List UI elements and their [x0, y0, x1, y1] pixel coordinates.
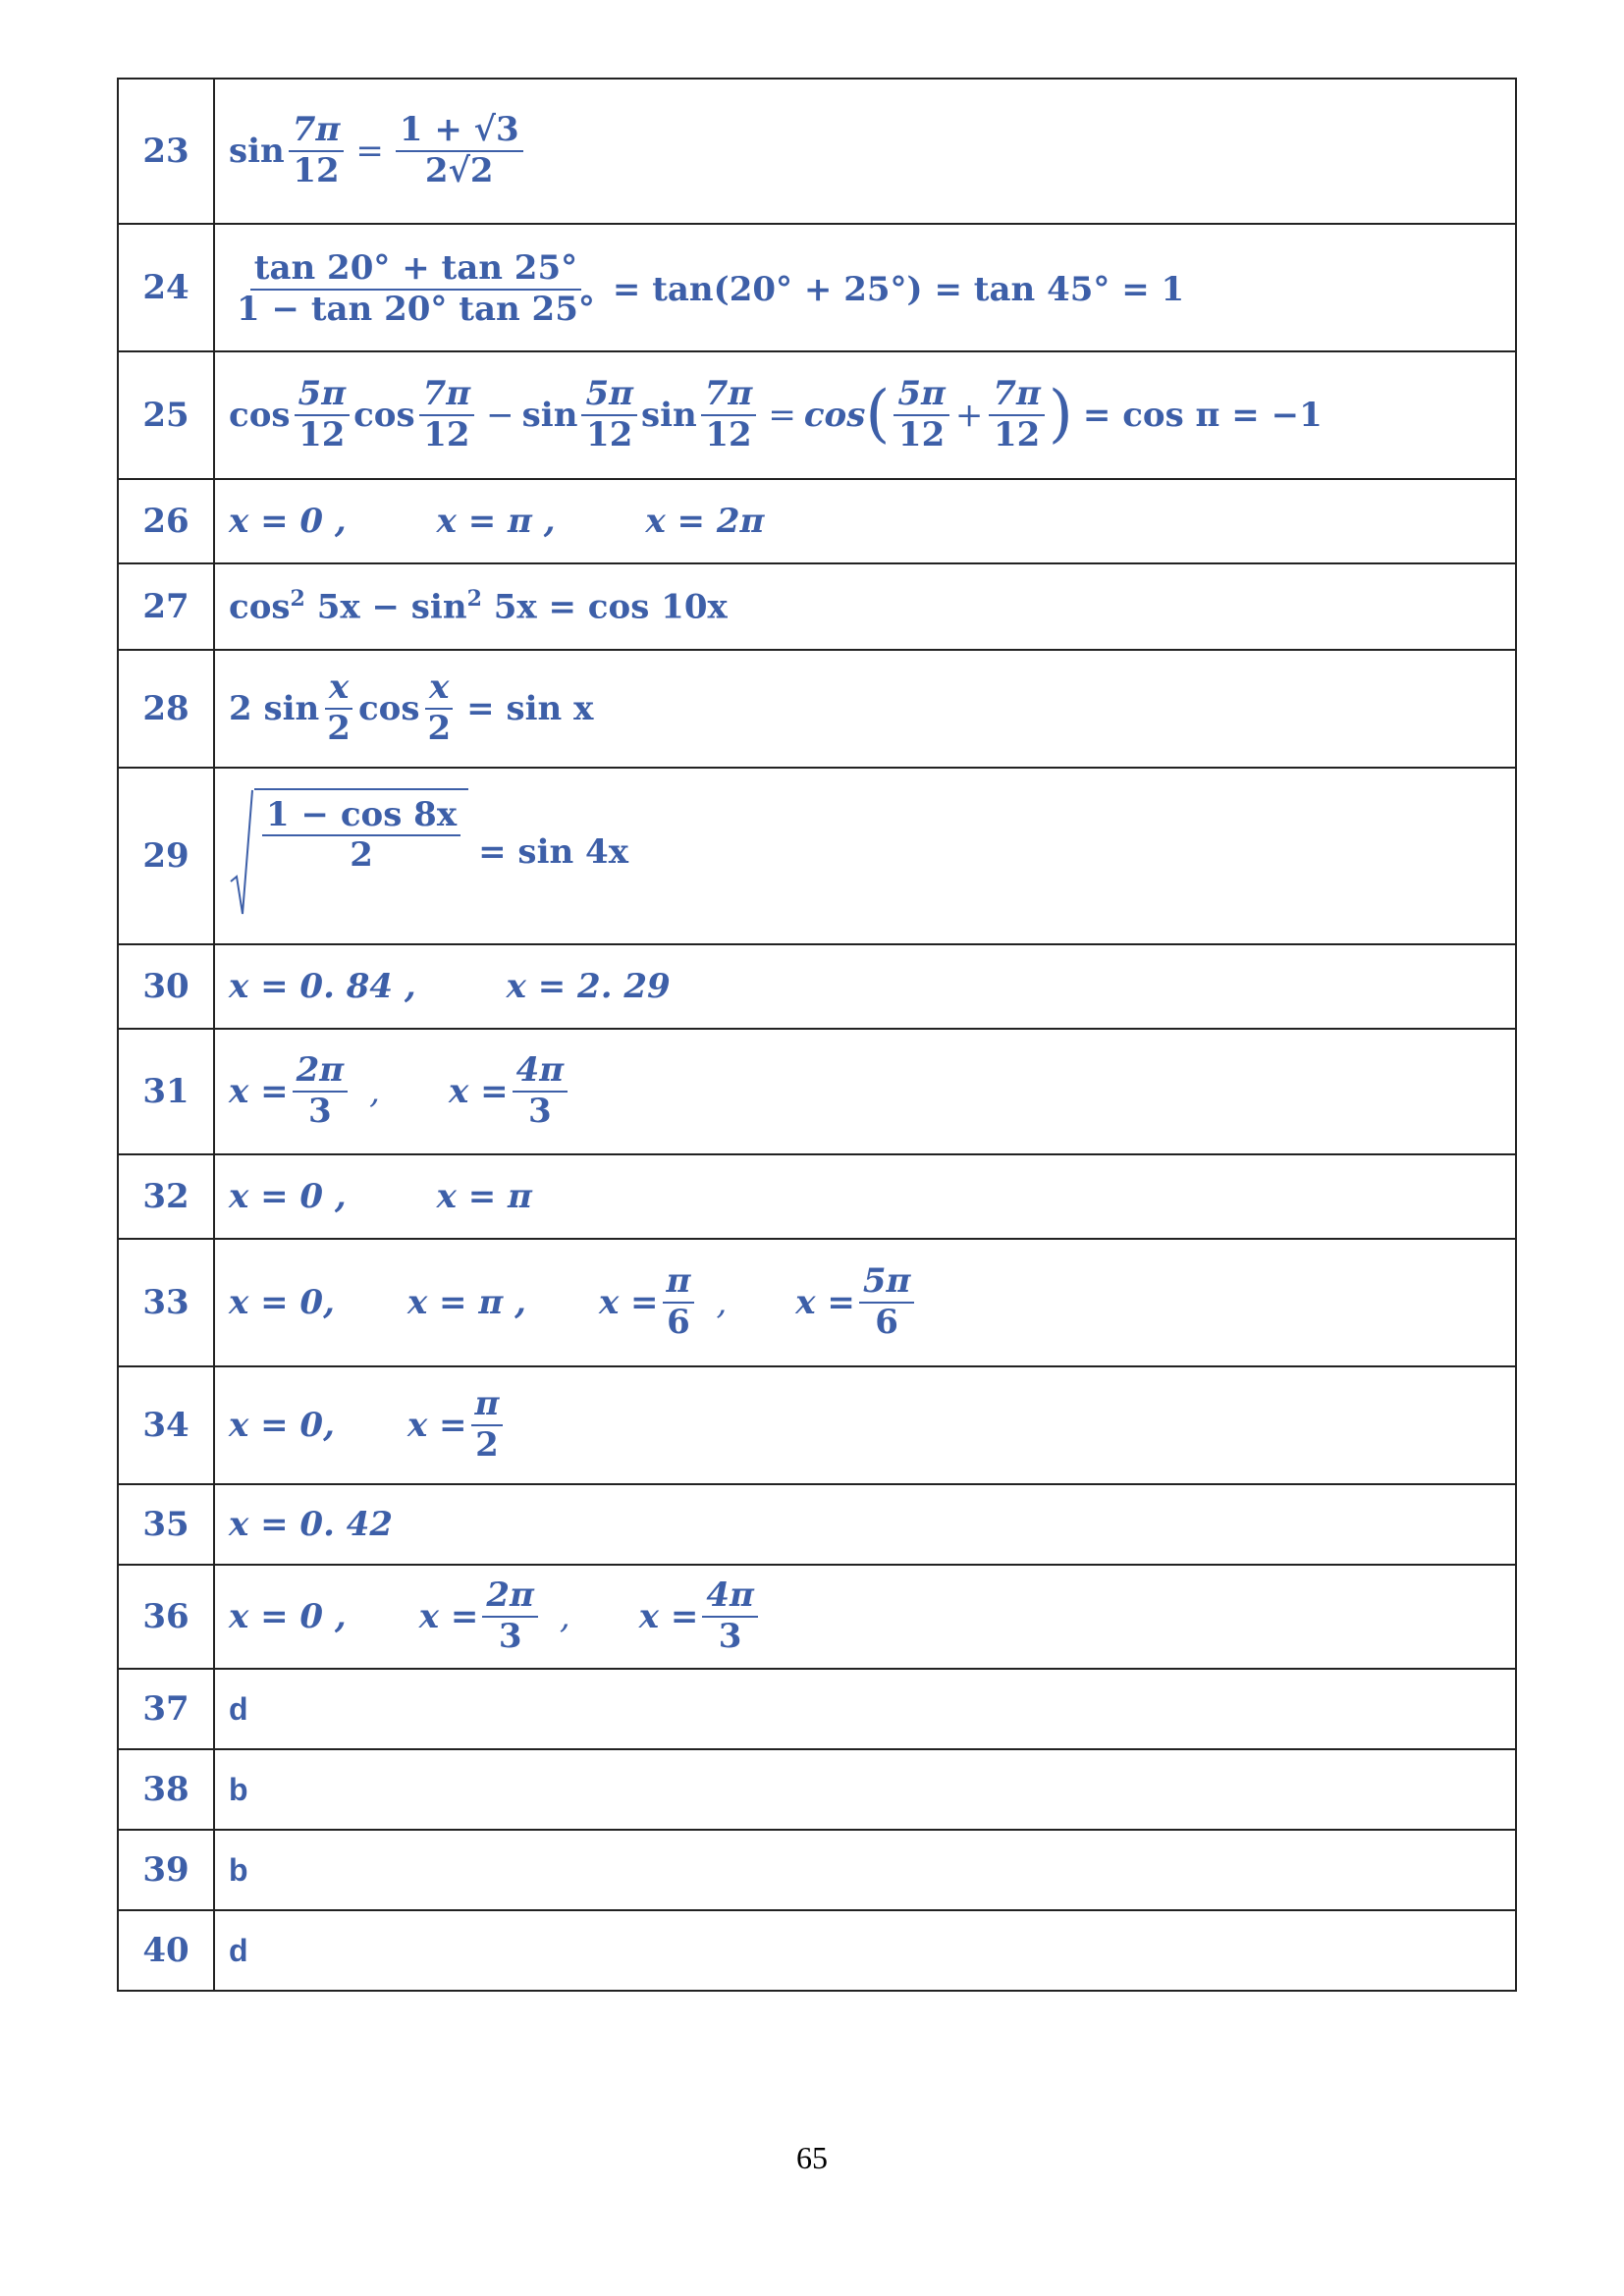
- answer-cell: x = 0, x = π , x = $\frac{\pi}{6}$ , x = $\frac{5\pi}{6}$: [214, 1239, 1516, 1366]
- row-number: 37: [118, 1669, 214, 1749]
- table-row: [118, 563, 1516, 650]
- page-number: 65: [796, 2140, 828, 2175]
- table-row: [118, 1366, 1516, 1484]
- table-row: [118, 351, 1516, 479]
- table-row: [118, 1484, 1516, 1565]
- answer-cell: d: [214, 1669, 1516, 1749]
- row-number: 39: [118, 1830, 214, 1910]
- row-number: 29: [118, 768, 214, 944]
- row-number: 33: [118, 1239, 214, 1366]
- row-number: 32: [118, 1154, 214, 1239]
- table-row: [118, 1910, 1516, 1991]
- answer-cell: b: [214, 1830, 1516, 1910]
- answer-cell: d: [214, 1910, 1516, 1991]
- table-row: [118, 224, 1516, 351]
- row-number: 25: [118, 351, 214, 479]
- answer-cell: cos 5π 12 cos 7π 12 − sin 5π 12 sin $\frac{7\pi}{12}$ = cos ( 5π 12 + $\frac{7\pi}{12}$ ) = cos π = −1: [214, 351, 1516, 479]
- answer-cell: x = 0 , x = $\frac{2\pi}{3}$ , x = $\frac{4\pi}{3}$: [214, 1565, 1516, 1669]
- table-row: [118, 1669, 1516, 1749]
- answer-cell: x = 0 , x = π , x = 2π: [214, 479, 1516, 563]
- row-number: 24: [118, 224, 214, 351]
- fraction: $\frac{7\pi}{12}$: [289, 113, 345, 188]
- table-row: [118, 944, 1516, 1029]
- row-number: 35: [118, 1484, 214, 1565]
- answer-cell: 2 sin x 2 cos $\frac{x}{2}$ = sin x: [214, 650, 1516, 768]
- row-number: 23: [118, 79, 214, 224]
- row-number: 26: [118, 479, 214, 563]
- equation-text: = tan(20° + 25°) = tan 45° = 1: [612, 269, 1185, 309]
- fraction: $\frac{1 + √3}{2√2}$: [396, 113, 523, 188]
- row-number: 27: [118, 563, 214, 650]
- row-number: 40: [118, 1910, 214, 1991]
- answer-cell: x = $\frac{2\pi}{3}$ , x = $\frac{4\pi}{3}$: [214, 1029, 1516, 1154]
- answer-cell: 1 − cos 8x 2 = sin 4x: [214, 768, 1516, 944]
- answers-table: [117, 78, 1517, 1992]
- table-row: [118, 479, 1516, 563]
- row-number: 30: [118, 944, 214, 1029]
- answer-cell: x = 0. 42: [214, 1484, 1516, 1565]
- answer-cell: b: [214, 1749, 1516, 1830]
- row-number: 31: [118, 1029, 214, 1154]
- table-row: [118, 1029, 1516, 1154]
- table-row: [118, 1830, 1516, 1910]
- row-number: 28: [118, 650, 214, 768]
- row-number: 36: [118, 1565, 214, 1669]
- table-row: [118, 1565, 1516, 1669]
- answer-cell: x = 0 , x = π: [214, 1154, 1516, 1239]
- answer-cell: x = 0, x = $\frac{\pi}{2}$: [214, 1366, 1516, 1484]
- table-row: [118, 650, 1516, 768]
- row-number: 34: [118, 1366, 214, 1484]
- table-row: [118, 79, 1516, 224]
- table-row: [118, 1154, 1516, 1239]
- answer-cell: [214, 224, 1516, 351]
- sin-text: sin: [229, 132, 285, 171]
- table-row: [118, 768, 1516, 944]
- fraction: $\frac{\tan 20^\circ + \tan 25^\circ}{1 - \tan 20^\circ \tan 25^\circ}$: [237, 247, 595, 329]
- radical-sign-icon: [229, 788, 254, 916]
- table-row: [118, 1239, 1516, 1366]
- answer-cell: sin $\frac{7\pi}{12}$ = $\frac{1 + √3}{2√2}$: [214, 79, 1516, 224]
- answer-cell: $\cos^2 5x - \sin^2 5x = \cos 10x$: [214, 563, 1516, 650]
- row-number: 38: [118, 1749, 214, 1830]
- table-row: [118, 1749, 1516, 1830]
- answer-cell: x = 0. 84 , x = 2. 29: [214, 944, 1516, 1029]
